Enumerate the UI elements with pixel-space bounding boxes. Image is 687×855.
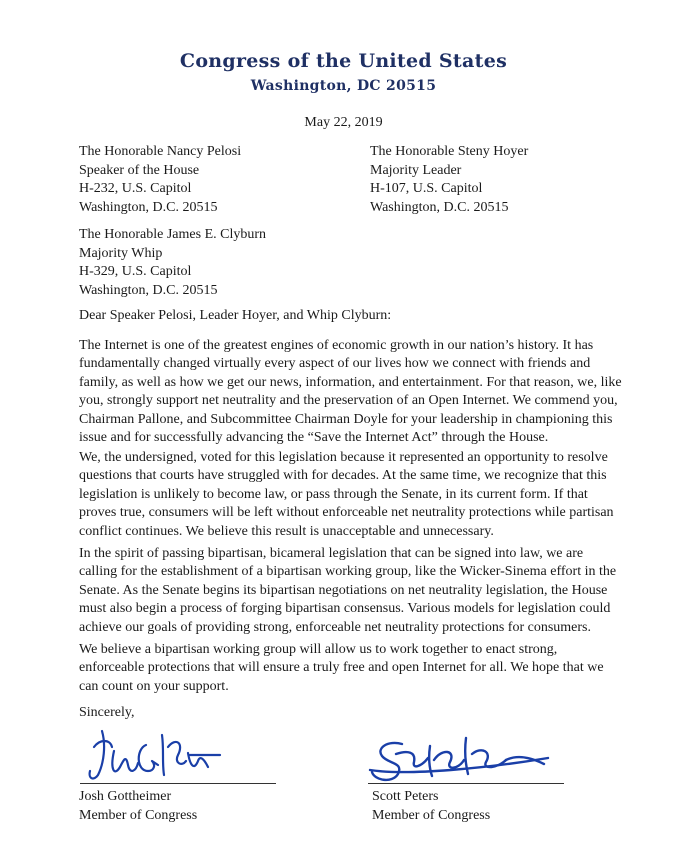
closing: Sincerely,	[79, 705, 135, 720]
paragraph-line: Chairman Pallone, and Subcommittee Chairman Doyle for your leadership in championing this	[79, 411, 613, 427]
paragraph-line: enforceable protections that will ensure a truly free and open Internet for all. We hope that we	[79, 660, 604, 676]
paragraph-line: legislation is unlikely to become law, or pass through the Senate, in its current form. If that	[79, 486, 588, 502]
paragraph-line: Senate. As the Senate begins its bipartisan negotiations on net neutrality legislation, the House	[79, 582, 608, 598]
paragraph-line: issue and for successfully advancing the “Save the Internet Act” through the House.	[79, 430, 549, 446]
salutation: Dear Speaker Pelosi, Leader Hoyer, and Whip Clyburn:	[79, 308, 392, 323]
signatory-name: Josh Gottheimer	[79, 789, 172, 804]
body-paragraph-3	[79, 545, 619, 637]
address-line: Speaker of the House	[79, 162, 200, 178]
signature-gottheimer	[80, 725, 280, 783]
address-line: H-232, U.S. Capitol	[79, 181, 192, 196]
paragraph-line: questions that courts have struggled with for decades. At the same time, we recognize that this	[79, 468, 607, 484]
address-line: The Honorable Steny Hoyer	[370, 144, 529, 159]
paragraph-line: In the spirit of passing bipartisan, bicameral legislation that can be signed into law, we are	[79, 546, 584, 561]
paragraph-line: family, as well as how we get our news, information, and entertainment. For that reason, we, like	[79, 374, 622, 390]
address-line: H-107, U.S. Capitol	[370, 181, 483, 196]
body-paragraph-4	[79, 641, 619, 696]
signatory-name: Scott Peters	[372, 789, 439, 804]
letter-date: May 22, 2019	[304, 115, 383, 130]
recipient-address-hoyer	[370, 143, 528, 217]
paragraph-line: We, the undersigned, voted for this legislation because it represented an opportunity to resolve	[79, 450, 608, 465]
address-line: Majority Whip	[79, 245, 163, 261]
paragraph-line: conflict continues. We believe this result is unacceptable and unnecessary.	[79, 523, 494, 539]
body-paragraph-2	[79, 449, 619, 541]
signatory-title: Member of Congress	[79, 807, 198, 823]
address-line: The Honorable James E. Clyburn	[79, 227, 267, 242]
paragraph-line: The Internet is one of the greatest engines of economic growth in our nation’s history. It has	[79, 338, 594, 353]
paragraph-line: must also begin a process of forging bipartisan consensus. Various models for legislation could	[79, 601, 611, 617]
address-line: Washington, D.C. 20515	[79, 282, 218, 298]
body-paragraph-1	[79, 337, 622, 447]
address-line: Majority Leader	[370, 162, 462, 178]
signatory-gottheimer	[79, 788, 197, 825]
paragraph-line: proves true, consumers will be left without enforceable net neutrality protections while partisan	[79, 505, 614, 521]
address-line: The Honorable Nancy Pelosi	[79, 144, 242, 159]
paragraph-line: you, strongly support net neutrality and the preservation of an Open Internet. We commend you,	[79, 393, 618, 409]
recipient-address-clyburn	[79, 226, 266, 300]
signatory-peters	[372, 788, 490, 825]
address-line: H-329, U.S. Capitol	[79, 264, 192, 279]
recipient-address-pelosi	[79, 143, 241, 217]
signature-line-right	[368, 783, 564, 784]
letterhead-address: Washington, DC 20515	[250, 78, 437, 94]
signatory-title: Member of Congress	[372, 807, 491, 823]
paragraph-line: We believe a bipartisan working group will allow us to work together to enact strong,	[79, 642, 558, 657]
paragraph-line: can count on your support.	[79, 678, 229, 694]
paragraph-line: fundamentally changed virtually every aspect of our lives how we connect with friends and	[79, 356, 591, 372]
letterhead-title: Congress of the United States	[179, 50, 508, 72]
paragraph-line: achieve our goals of providing strong, enforceable net neutrality protections for consumers.	[79, 619, 592, 635]
signature-peters	[368, 730, 568, 786]
signature-line-left	[80, 783, 276, 784]
paragraph-line: calling for the establishment of a bipartisan working group, like the Wicker-Sinema effort in the	[79, 564, 617, 580]
address-line: Washington, D.C. 20515	[79, 199, 218, 215]
address-line: Washington, D.C. 20515	[370, 199, 509, 215]
